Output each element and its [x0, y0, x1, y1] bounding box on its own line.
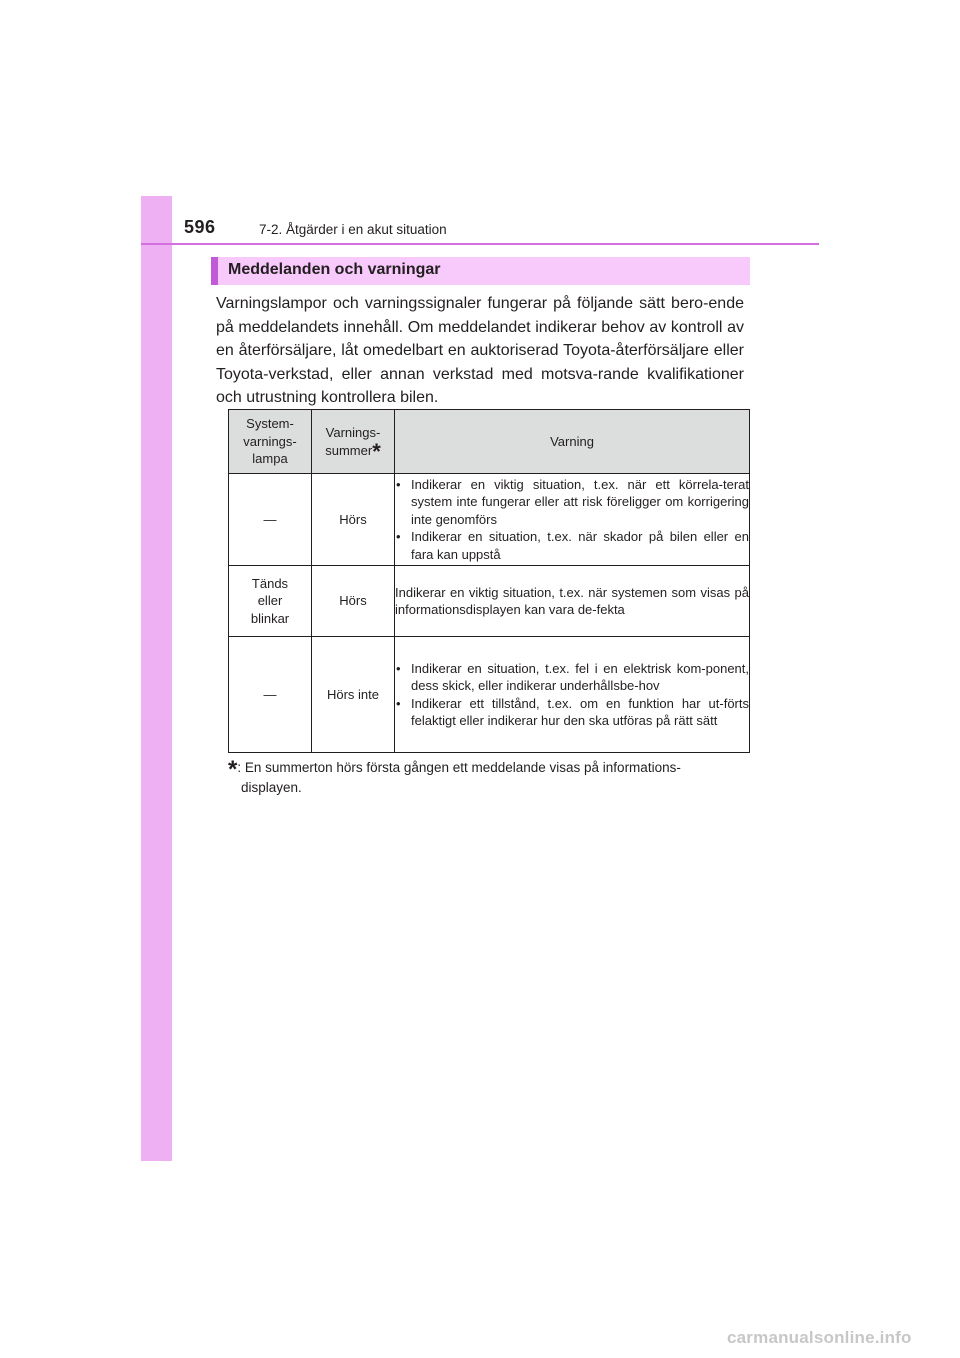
lamp-cell: —: [229, 474, 312, 566]
watermark: carmanualsonline.info: [727, 1328, 912, 1347]
buzzer-cell: Hörs inte: [312, 637, 395, 753]
lamp-cell: —: [229, 637, 312, 753]
warning-list: [395, 660, 749, 730]
bullet: •: [396, 695, 401, 711]
buzzer-cell: Hörs: [312, 566, 395, 637]
list-item: [395, 660, 749, 695]
intro-paragraph: Varningslampor och varningssignaler fungerar på följande sätt bero-ende på meddelandets innehåll. Om meddelandet indikerar behov av kontroll av en återförsäljare, låt omedelbart en auktoriserad Toyota-återförsäljare eller Toyota-verkstad, eller annan verkstad med motsva-rande kvalifikationer och utrustning kontrollera bilen.: [216, 295, 744, 407]
warning-list: [395, 476, 749, 564]
header-warning-lamp: [229, 410, 312, 474]
warning-cell: [395, 474, 750, 566]
warning-cell: [395, 637, 750, 753]
bullet: •: [396, 529, 401, 545]
subsection-accent-bar: [211, 257, 218, 285]
page-number: 596: [184, 217, 216, 237]
warning-cell: Indikerar en viktig situation, t.ex. när systemen som visas på informationsdisplayen kan vara de-fekta: [395, 566, 750, 637]
subsection-heading: [211, 257, 750, 285]
lamp-line: blinkar: [250, 610, 290, 626]
list-item-text: Indikerar en situation, t.ex. fel i en elektrisk kom-ponent, dess skick, eller indikerar underhållsbe-hov: [411, 660, 749, 693]
list-item-text: Indikerar ett tillstånd, t.ex. om en funktion har ut-förts felaktigt eller indikerar hur den ska utföras på rätt sätt: [411, 695, 749, 728]
list-item: [395, 476, 749, 529]
header-rule: [141, 243, 819, 245]
list-item: [395, 528, 749, 563]
footnote-continuation: displayen.: [241, 780, 302, 795]
header-warning-buzzer: [312, 410, 395, 474]
lamp-line: Tänds: [251, 575, 289, 591]
footnote: [228, 758, 744, 798]
table-row: [229, 474, 750, 566]
chapter-side-bar: [141, 196, 172, 1161]
table-header-row: [229, 410, 750, 474]
subsection-title: Meddelanden och varningar: [228, 261, 441, 278]
list-item-text: Indikerar en viktig situation, t.ex. när ett körrela-terat system inte fungerar eller att risk föreligger om korrigering inte genomförs: [411, 476, 749, 527]
footnote-line: [228, 756, 744, 783]
footnote-mark: *: [228, 756, 238, 783]
bullet: •: [396, 476, 401, 492]
footnote-mark: *: [372, 438, 381, 464]
bullet: •: [396, 660, 401, 676]
header-lamp-line: System-: [246, 416, 294, 432]
list-item: [395, 695, 749, 730]
header-lamp-line: lampa: [252, 451, 288, 467]
section-title: 7-2. Åtgärder i en akut situation: [259, 222, 447, 237]
table-row: [229, 637, 750, 753]
warning-table: [228, 409, 750, 753]
lamp-cell: [229, 566, 312, 637]
buzzer-cell: Hörs: [312, 474, 395, 566]
header-buzzer-line: summer: [325, 442, 373, 458]
header-buzzer-line: Varnings-: [325, 425, 381, 440]
header-lamp-line: varnings-: [243, 433, 297, 449]
table-row: [229, 566, 750, 637]
header-warning: Varning: [395, 410, 750, 474]
footnote-text: : En summerton hörs första gången ett meddelande visas på informations-: [237, 760, 681, 775]
lamp-line: eller: [257, 593, 283, 609]
list-item-text: Indikerar en situation, t.ex. när skador på bilen eller en fara kan uppstå: [411, 529, 749, 562]
